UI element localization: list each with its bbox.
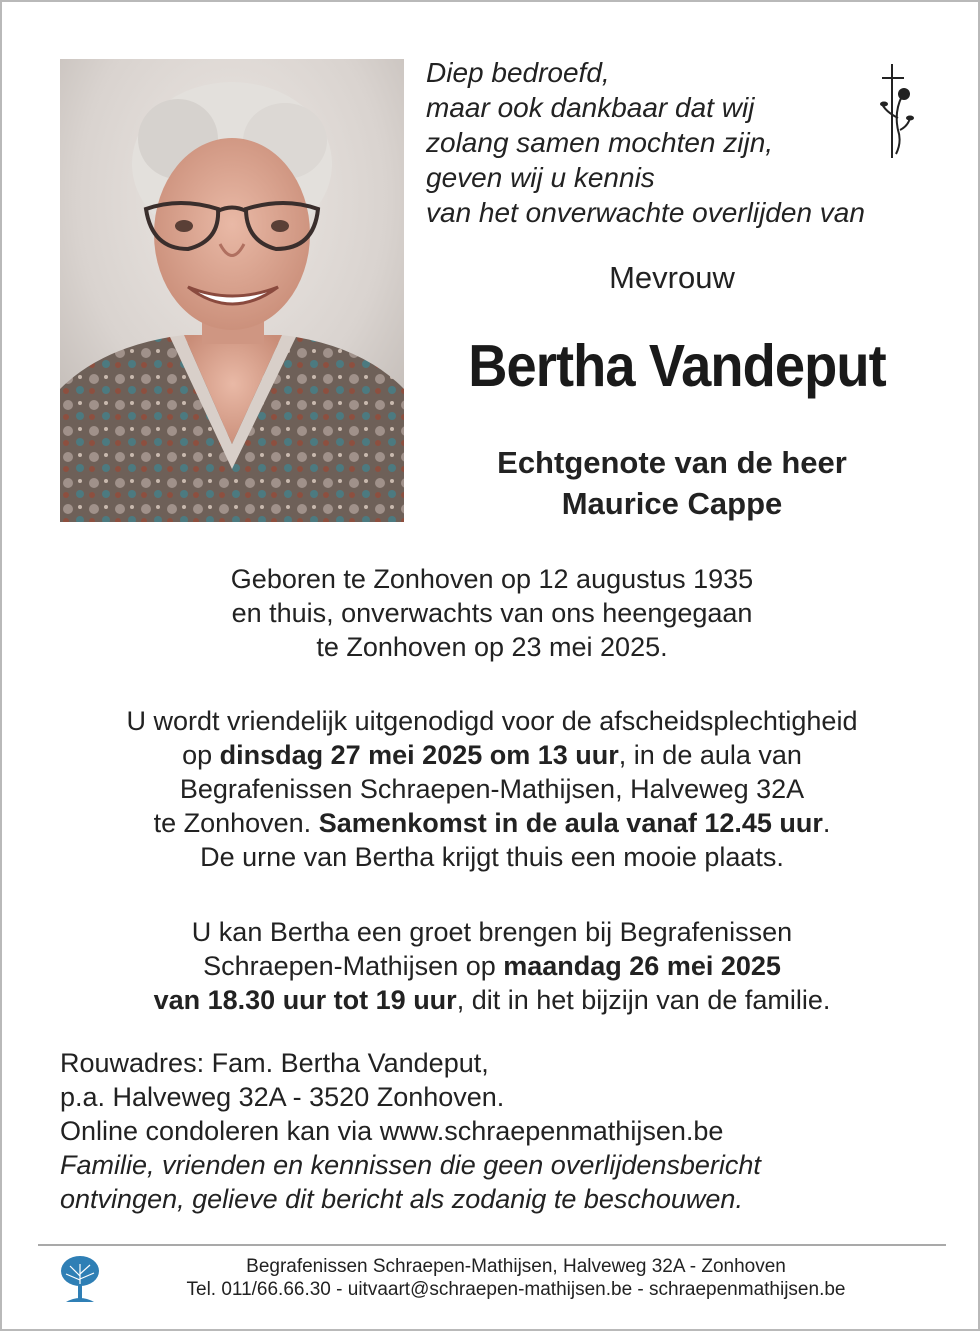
visitation-block [32, 915, 952, 1017]
visitation-time: van 18.30 uur tot 19 uur [153, 985, 457, 1015]
intro-line: Diep bedroefd, [426, 57, 610, 88]
birth-line: en thuis, onverwachts van ons heengegaan [231, 598, 753, 628]
footer-line-1: Begrafenissen Schraepen-Mathijsen, Halveweg 32A - Zonhoven [246, 1256, 786, 1277]
footer-text [106, 1255, 926, 1301]
intro-line: van het onverwachte overlijden van [426, 197, 865, 228]
ceremony-line-2 [32, 738, 952, 772]
ceremony-block [32, 704, 952, 874]
footer-divider [38, 1244, 946, 1246]
visitation-line-2 [32, 949, 952, 983]
visitation-line-3-post: , dit in het bijzijn van de familie. [456, 985, 831, 1015]
intro-text [426, 55, 896, 230]
intro-line: geven wij u kennis [426, 162, 655, 193]
intro-line: maar ook dankbaar dat wij [426, 92, 755, 123]
ceremony-date: dinsdag 27 mei 2025 om 13 uur [219, 740, 619, 770]
visitation-date: maandag 26 mei 2025 [503, 951, 781, 981]
birth-line: Geboren te Zonhoven op 12 augustus 1935 [230, 564, 754, 594]
visitation-line-3 [32, 983, 952, 1017]
birth-death-block [32, 562, 952, 664]
notice-line-2: ontvingen, gelieve dit bericht als zodanig te beschouwen. [60, 1184, 743, 1214]
notice-line-1: Familie, vrienden en kennissen die geen overlijdensbericht [60, 1150, 761, 1180]
address-line-2: p.a. Halveweg 32A - 3520 Zonhoven. [60, 1082, 505, 1112]
address-block [60, 1046, 940, 1216]
ceremony-line-4 [32, 806, 952, 840]
ceremony-line-2-post: , in de aula van [618, 740, 802, 770]
deceased-name: Bertha Vandeput [468, 333, 886, 399]
footer-line-2: Tel. 011/66.66.30 - uitvaart@schraepen-mathijsen.be - schraepenmathijsen.be [186, 1279, 846, 1300]
birth-line: te Zonhoven op 23 mei 2025. [316, 632, 668, 662]
cross-with-rose-icon [872, 60, 924, 162]
ceremony-line-2-pre: op [182, 740, 220, 770]
spouse-line-1: Echtgenote van de heer [497, 445, 847, 480]
condolence-line: Online condoleren kan via www.schraepenmathijsen.be [60, 1116, 724, 1146]
tree-logo-icon [58, 1254, 102, 1304]
ceremony-line-4-pre: te Zonhoven. [153, 808, 319, 838]
ceremony-line-1: U wordt vriendelijk uitgenodigd voor de afscheidsplechtigheid [126, 706, 858, 736]
spouse-info [422, 442, 922, 524]
visitation-line-2-pre: Schraepen-Mathijsen op [203, 951, 504, 981]
address-line-1: Rouwadres: Fam. Bertha Vandeput, [60, 1048, 489, 1078]
portrait-photo [60, 59, 404, 522]
visitation-line-1: U kan Bertha een groet brengen bij Begrafenissen [191, 917, 793, 947]
intro-line: zolang samen mochten zijn, [426, 127, 774, 158]
salutation: Mevrouw [609, 260, 735, 295]
ceremony-line-3: Begrafenissen Schraepen-Mathijsen, Halveweg 32A [179, 774, 805, 804]
spouse-line-2: Maurice Cappe [561, 486, 783, 521]
ceremony-line-4-post: . [822, 808, 831, 838]
ceremony-line-5: De urne van Bertha krijgt thuis een mooie plaats. [200, 842, 784, 872]
gathering-time: Samenkomst in de aula vanaf 12.45 uur [318, 808, 823, 838]
portrait-image [60, 59, 404, 522]
